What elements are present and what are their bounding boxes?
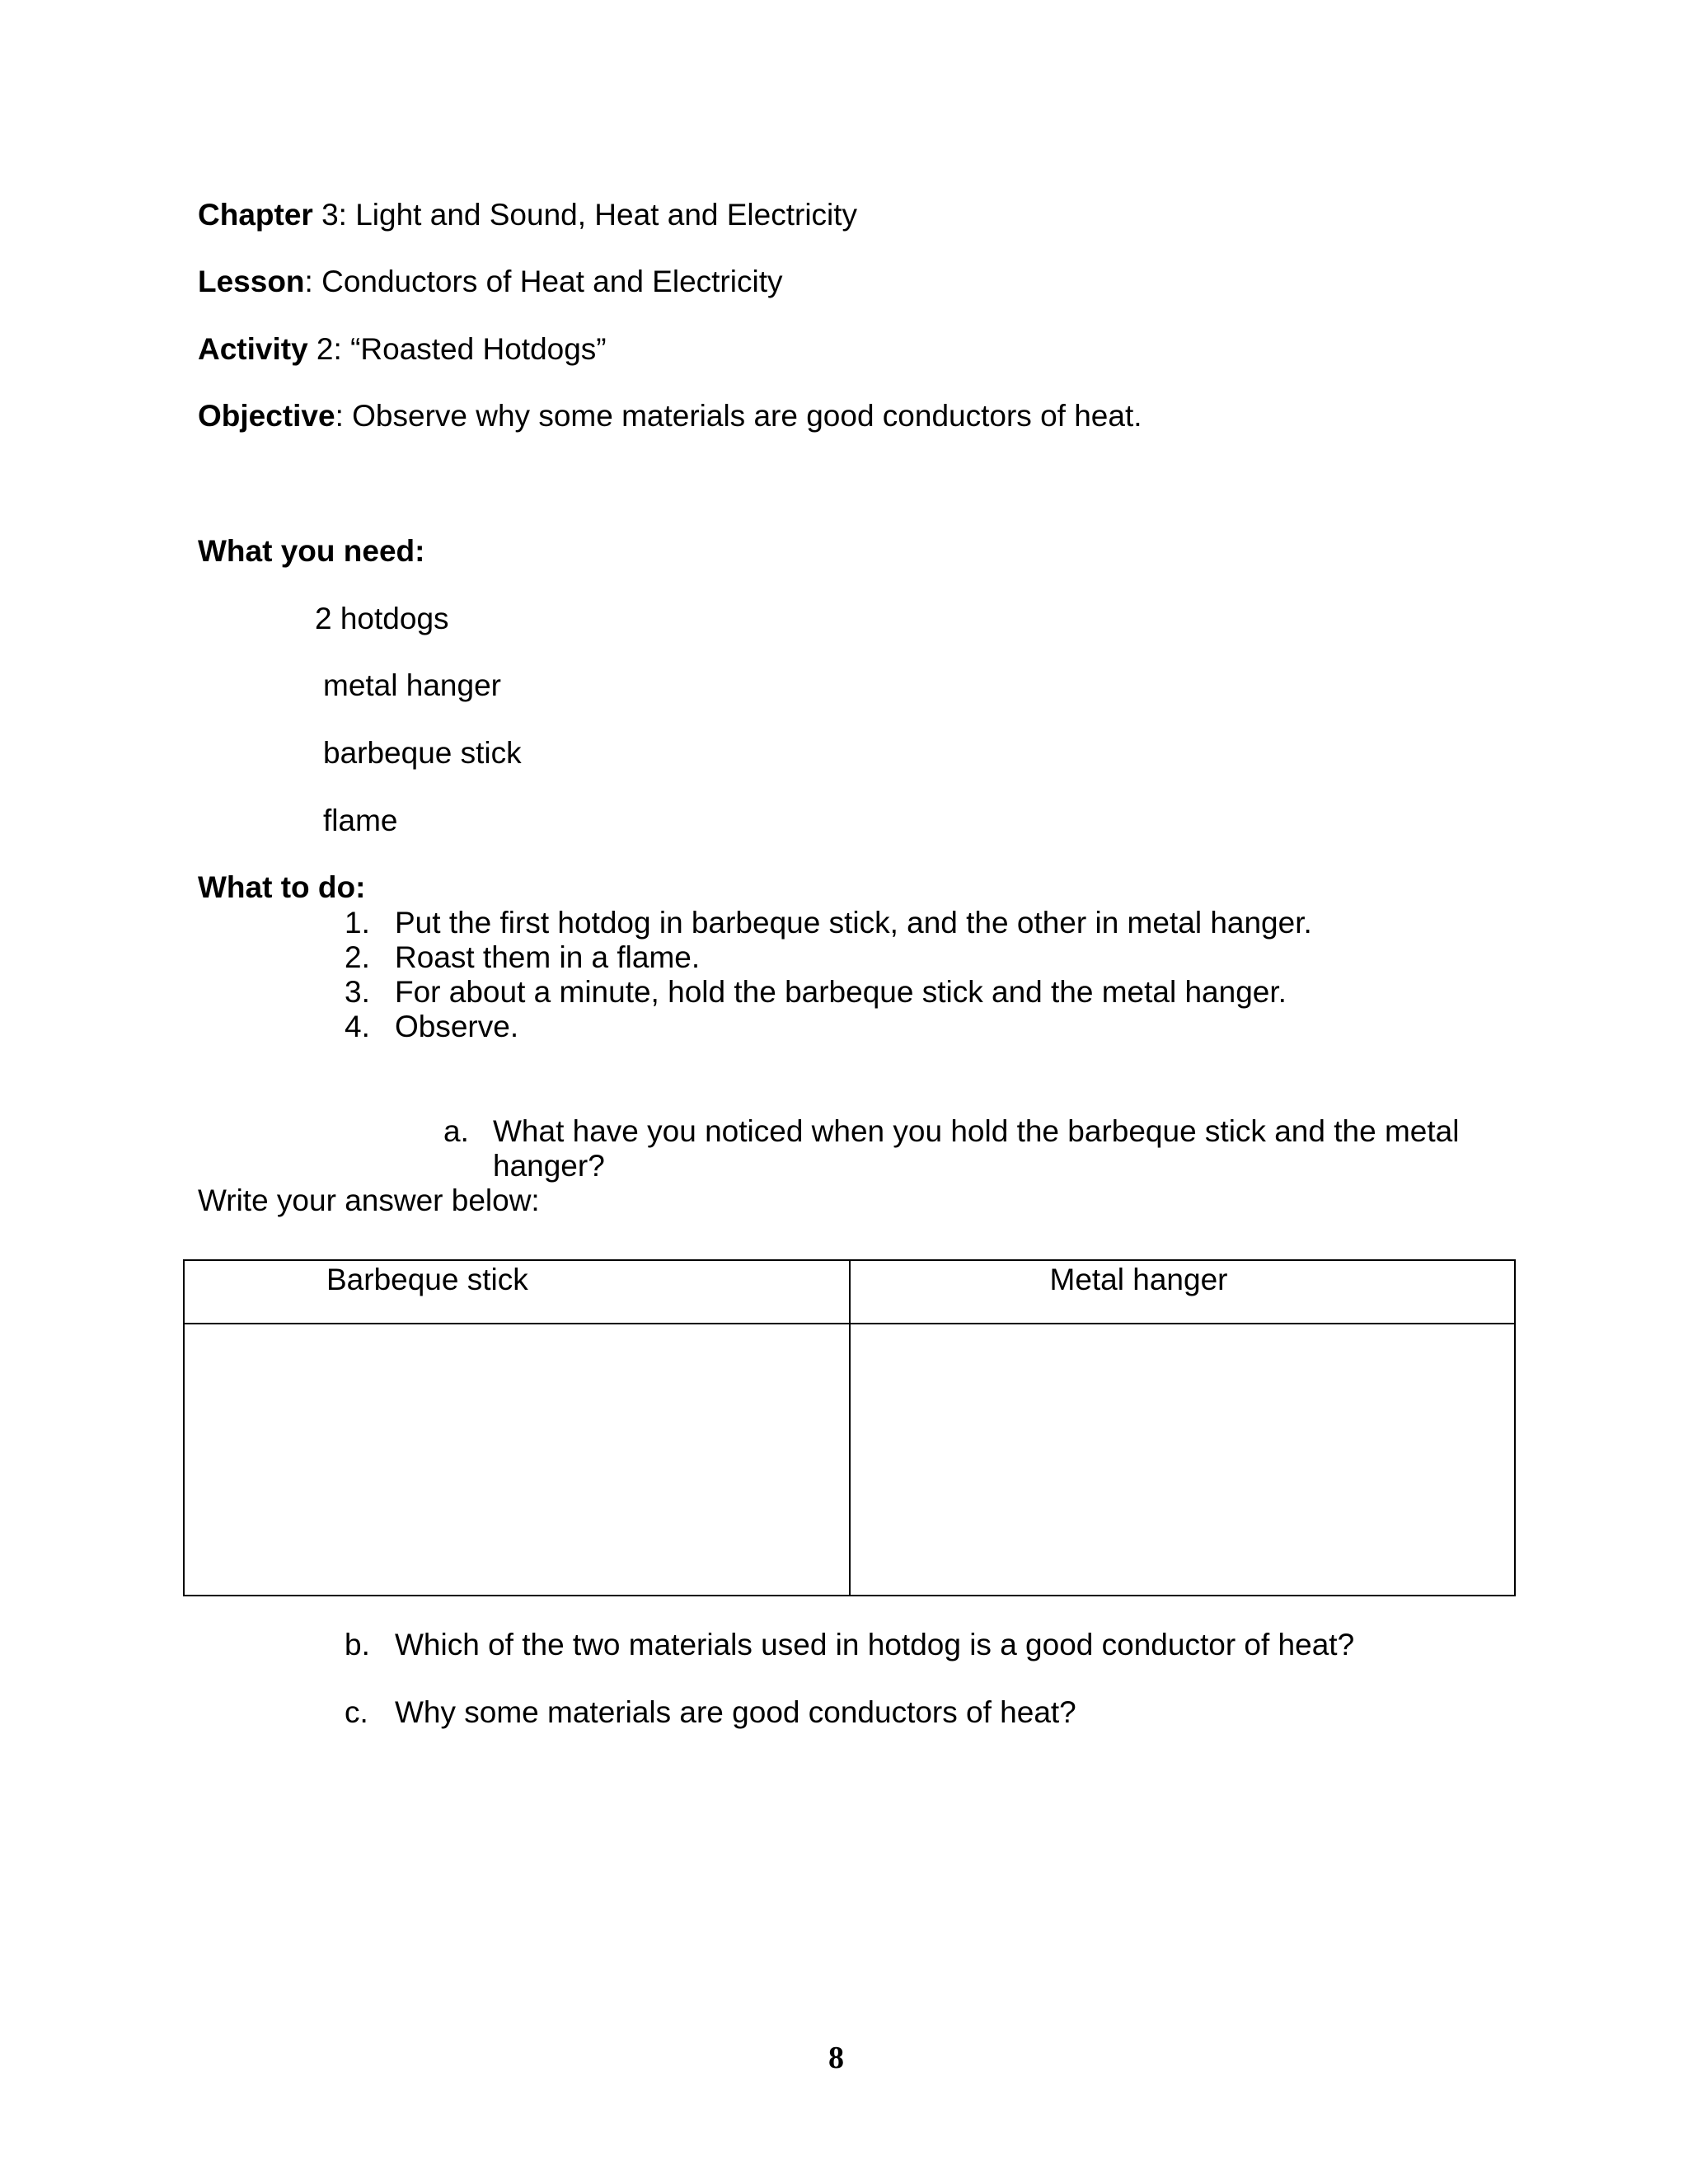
question-b-text: Which of the two materials used in hotdog is a good conductor of heat? bbox=[395, 1628, 1355, 1661]
step-text: Observe. bbox=[395, 1010, 519, 1043]
materials-item: barbeque stick bbox=[323, 736, 522, 770]
lesson-line bbox=[198, 265, 782, 299]
materials-item: flame bbox=[323, 804, 398, 837]
step-number: 3. bbox=[345, 975, 370, 1009]
chapter-text: 3: Light and Sound, Heat and Electricity bbox=[312, 198, 858, 232]
answer-cell-barbeque-stick[interactable] bbox=[184, 1324, 850, 1596]
question-b-letter: b. bbox=[345, 1628, 370, 1661]
question-a-line2: hanger? bbox=[493, 1149, 605, 1183]
question-c-letter: c. bbox=[345, 1695, 368, 1729]
chapter-line bbox=[198, 198, 857, 232]
step-text: Put the first hotdog in barbeque stick, and the other in metal hanger. bbox=[395, 906, 1312, 940]
lesson-text: : Conductors of Heat and Electricity bbox=[304, 265, 783, 298]
objective-text: : Observe why some materials are good conductors of heat. bbox=[335, 399, 1142, 433]
activity-text: 2: “Roasted Hotdogs” bbox=[307, 332, 607, 366]
objective-label: Objective bbox=[198, 399, 335, 433]
activity-label: Activity bbox=[198, 332, 308, 366]
step-number: 2. bbox=[345, 940, 370, 974]
column-header-barbeque-stick: Barbeque stick bbox=[184, 1260, 850, 1324]
answer-cell-metal-hanger[interactable] bbox=[850, 1324, 1516, 1596]
step-text: Roast them in a flame. bbox=[395, 940, 701, 974]
materials-item: 2 hotdogs bbox=[315, 602, 449, 635]
objective-line bbox=[198, 399, 1142, 434]
step-text: For about a minute, hold the barbeque stick and the metal hanger. bbox=[395, 975, 1287, 1009]
activity-line bbox=[198, 332, 607, 367]
page-number: 8 bbox=[828, 2041, 844, 2075]
step-number: 1. bbox=[345, 906, 370, 940]
answer-instruction: Write your answer below: bbox=[198, 1183, 540, 1217]
question-a-line1: What have you noticed when you hold the barbeque stick and the metal bbox=[493, 1114, 1460, 1148]
lesson-label: Lesson bbox=[198, 265, 305, 298]
column-header-metal-hanger: Metal hanger bbox=[850, 1260, 1516, 1324]
materials-heading: What you need: bbox=[198, 534, 425, 568]
procedure-heading: What to do: bbox=[198, 870, 366, 904]
question-a-letter: a. bbox=[443, 1114, 469, 1148]
question-c-text: Why some materials are good conductors of heat? bbox=[395, 1695, 1076, 1729]
answer-table bbox=[183, 1259, 1516, 1596]
table-header-row bbox=[184, 1260, 1515, 1324]
table-answer-row bbox=[184, 1324, 1515, 1596]
materials-item: metal hanger bbox=[323, 668, 501, 702]
step-number: 4. bbox=[345, 1010, 370, 1043]
chapter-label: Chapter bbox=[198, 198, 313, 232]
